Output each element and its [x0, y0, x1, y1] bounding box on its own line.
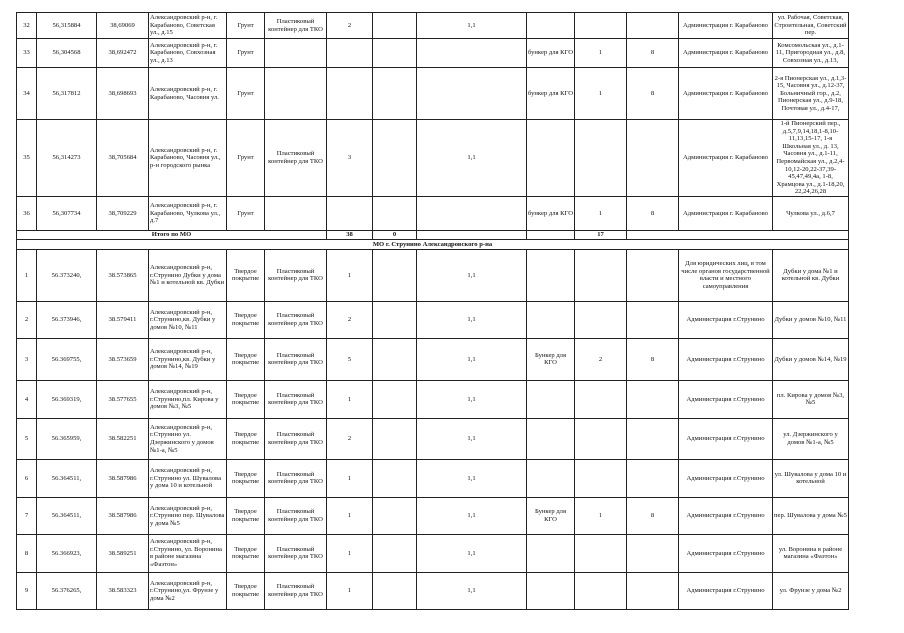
- bunker-volume-cell: [627, 418, 679, 459]
- bunker-count-cell: [575, 418, 627, 459]
- address-cell: Александровский р-н, г.Струнино,кв. Дубки у домов №14, №19: [149, 338, 227, 380]
- container-count-cell: [327, 196, 373, 230]
- surface-type-cell: Твердое покрытие: [227, 418, 265, 459]
- bunker-volume-cell: 8: [627, 497, 679, 534]
- row-number-cell: 3: [17, 338, 37, 380]
- bunker-volume-cell: [627, 249, 679, 301]
- container-volume-cell: 1,1: [417, 120, 527, 197]
- container-volume-cell: 1,1: [417, 249, 527, 301]
- container-type-cell: Пластиковый контейнер для ТКО: [265, 249, 327, 301]
- bunker-volume-cell: [627, 13, 679, 39]
- bunker-type-cell: Бункер для КГО: [527, 497, 575, 534]
- container-volume-cell: 1,1: [417, 13, 527, 39]
- container-count-cell: 1: [327, 572, 373, 609]
- served-objects-cell: ул. Рабочая, Советская, Строительная, Советский пер.: [773, 13, 849, 39]
- total-bunker-count: 17: [575, 230, 627, 239]
- total-empty-cell: [527, 230, 575, 239]
- total-label: Итого по МО: [17, 230, 327, 239]
- total-container-count: 38: [327, 230, 373, 239]
- container-sites-table: [16, 12, 849, 610]
- surface-type-cell: Грунт: [227, 68, 265, 120]
- extra-count-cell: [373, 497, 417, 534]
- address-cell: Александровский р-н, г.Струнино Дубки у дома №1 и котельной кв. Дубки: [149, 249, 227, 301]
- table-row: [17, 249, 849, 301]
- total-extra-count: 0: [373, 230, 417, 239]
- table-row: [17, 120, 849, 197]
- surface-type-cell: Грунт: [227, 39, 265, 68]
- extra-count-cell: [373, 196, 417, 230]
- container-count-cell: 3: [327, 120, 373, 197]
- longitude-cell: 38.583323: [97, 572, 149, 609]
- bunker-count-cell: [575, 534, 627, 572]
- container-volume-cell: [417, 39, 527, 68]
- surface-type-cell: Твердое покрытие: [227, 249, 265, 301]
- bunker-count-cell: 1: [575, 196, 627, 230]
- total-row: [17, 230, 849, 239]
- container-type-cell: Пластиковый контейнер для ТКО: [265, 120, 327, 197]
- bunker-type-cell: [527, 301, 575, 338]
- owner-cell: Администрация г.Струнино: [679, 497, 773, 534]
- container-type-cell: Пластиковый контейнер для ТКО: [265, 534, 327, 572]
- extra-count-cell: [373, 120, 417, 197]
- table-row: [17, 534, 849, 572]
- container-count-cell: 1: [327, 534, 373, 572]
- container-type-cell: Пластиковый контейнер для ТКО: [265, 380, 327, 418]
- served-objects-cell: 2-я Пионерская ул., д.1,3-15, Часовня ул., д.12-37, Больничный гор., д.2, Пионерская ул., д.9-18, Почтовая ул., д.4-17,: [773, 68, 849, 120]
- bunker-count-cell: [575, 249, 627, 301]
- surface-type-cell: Грунт: [227, 196, 265, 230]
- served-objects-cell: Чулкова ул., д.6,7: [773, 196, 849, 230]
- owner-cell: Администрация г.Струнино: [679, 338, 773, 380]
- table-body: [17, 13, 849, 610]
- owner-cell: Администрация г.Струнино: [679, 572, 773, 609]
- bunker-type-cell: [527, 380, 575, 418]
- extra-count-cell: [373, 13, 417, 39]
- address-cell: Александровский р-н, г.Струнино пер. Шувалова у дома №5: [149, 497, 227, 534]
- address-cell: Александровский р-н, г. Карабаново, Чулкова ул., д.7: [149, 196, 227, 230]
- address-cell: Александровский р-н, г.Струнино ул. Шувалова у дома 10 и котельной: [149, 459, 227, 497]
- served-objects-cell: пер. Шувалова у дома №5: [773, 497, 849, 534]
- registry-sheet: [16, 12, 848, 610]
- bunker-type-cell: [527, 418, 575, 459]
- bunker-volume-cell: [627, 459, 679, 497]
- total-empty-cell: [627, 230, 849, 239]
- container-volume-cell: 1,1: [417, 497, 527, 534]
- container-count-cell: 2: [327, 13, 373, 39]
- latitude-cell: 56.364511,: [37, 497, 97, 534]
- owner-cell: Администрация г. Карабаново: [679, 39, 773, 68]
- row-number-cell: 1: [17, 249, 37, 301]
- container-volume-cell: 1,1: [417, 338, 527, 380]
- bunker-count-cell: [575, 13, 627, 39]
- section-title: МО г. Струнино Александровского р-на: [17, 239, 849, 249]
- table-row: [17, 459, 849, 497]
- served-objects-cell: ул. Воронина в районе магазина «Фаэтон»: [773, 534, 849, 572]
- served-objects-cell: ул. Шувалова у дома 10 и котельной: [773, 459, 849, 497]
- longitude-cell: 38.589251: [97, 534, 149, 572]
- table-row: [17, 338, 849, 380]
- table-row: [17, 39, 849, 68]
- row-number-cell: 5: [17, 418, 37, 459]
- bunker-type-cell: бункер для КГО: [527, 196, 575, 230]
- longitude-cell: 38,69069: [97, 13, 149, 39]
- container-type-cell: Пластиковый контейнер для ТКО: [265, 497, 327, 534]
- bunker-volume-cell: [627, 534, 679, 572]
- container-type-cell: Пластиковый контейнер для ТКО: [265, 338, 327, 380]
- container-count-cell: [327, 68, 373, 120]
- owner-cell: Администрация г. Карабаново: [679, 120, 773, 197]
- longitude-cell: 38,698693: [97, 68, 149, 120]
- container-volume-cell: 1,1: [417, 418, 527, 459]
- table-row: [17, 497, 849, 534]
- row-number-cell: 8: [17, 534, 37, 572]
- longitude-cell: 38.582251: [97, 418, 149, 459]
- bunker-volume-cell: [627, 120, 679, 197]
- container-type-cell: [265, 196, 327, 230]
- extra-count-cell: [373, 338, 417, 380]
- container-type-cell: Пластиковый контейнер для ТКО: [265, 301, 327, 338]
- latitude-cell: 56,304568: [37, 39, 97, 68]
- longitude-cell: 38.573865: [97, 249, 149, 301]
- latitude-cell: 56.365959,: [37, 418, 97, 459]
- table-row: [17, 301, 849, 338]
- table-row: [17, 380, 849, 418]
- table-row: [17, 572, 849, 609]
- container-volume-cell: 1,1: [417, 301, 527, 338]
- container-count-cell: [327, 39, 373, 68]
- total-empty-cell: [417, 230, 527, 239]
- row-number-cell: 33: [17, 39, 37, 68]
- bunker-count-cell: [575, 380, 627, 418]
- row-number-cell: 34: [17, 68, 37, 120]
- bunker-type-cell: [527, 249, 575, 301]
- bunker-count-cell: [575, 459, 627, 497]
- served-objects-cell: Дубки у домов №10, №11: [773, 301, 849, 338]
- bunker-volume-cell: 8: [627, 39, 679, 68]
- row-number-cell: 35: [17, 120, 37, 197]
- bunker-type-cell: [527, 120, 575, 197]
- owner-cell: Администрация г.Струнино: [679, 380, 773, 418]
- latitude-cell: 56,315884: [37, 13, 97, 39]
- owner-cell: Администрация г.Струнино: [679, 301, 773, 338]
- owner-cell: Для юридических лиц, в том числе органов государственной власти и местного самоуправления: [679, 249, 773, 301]
- container-type-cell: Пластиковый контейнер для ТКО: [265, 459, 327, 497]
- extra-count-cell: [373, 68, 417, 120]
- bunker-volume-cell: 8: [627, 68, 679, 120]
- container-type-cell: Пластиковый контейнер для ТКО: [265, 572, 327, 609]
- container-type-cell: Пластиковый контейнер для ТКО: [265, 13, 327, 39]
- surface-type-cell: Твердое покрытие: [227, 301, 265, 338]
- bunker-type-cell: [527, 534, 575, 572]
- owner-cell: Администрация г. Карабаново: [679, 13, 773, 39]
- longitude-cell: 38,709229: [97, 196, 149, 230]
- extra-count-cell: [373, 249, 417, 301]
- container-count-cell: 1: [327, 497, 373, 534]
- latitude-cell: 56.366923,: [37, 534, 97, 572]
- container-type-cell: [265, 68, 327, 120]
- longitude-cell: 38.587986: [97, 497, 149, 534]
- latitude-cell: 56.373240,: [37, 249, 97, 301]
- served-objects-cell: Дубки у дома №1 и котельной кв. Дубки: [773, 249, 849, 301]
- extra-count-cell: [373, 380, 417, 418]
- latitude-cell: 56,314273: [37, 120, 97, 197]
- latitude-cell: 56,307734: [37, 196, 97, 230]
- address-cell: Александровский р-н, г. Карабаново, Советская ул., д.15: [149, 13, 227, 39]
- bunker-volume-cell: [627, 301, 679, 338]
- bunker-count-cell: 1: [575, 39, 627, 68]
- served-objects-cell: ул. Дзержинского у домов №1-а, №5: [773, 418, 849, 459]
- bunker-type-cell: [527, 572, 575, 609]
- container-volume-cell: 1,1: [417, 534, 527, 572]
- latitude-cell: 56.369319,: [37, 380, 97, 418]
- container-type-cell: Пластиковый контейнер для ТКО: [265, 418, 327, 459]
- bunker-volume-cell: 8: [627, 196, 679, 230]
- extra-count-cell: [373, 301, 417, 338]
- latitude-cell: 56.373946,: [37, 301, 97, 338]
- served-objects-cell: Дубки у домов №14, №19: [773, 338, 849, 380]
- bunker-count-cell: 1: [575, 68, 627, 120]
- served-objects-cell: ул. Фрунзе у дома №2: [773, 572, 849, 609]
- longitude-cell: 38.587986: [97, 459, 149, 497]
- bunker-count-cell: 1: [575, 497, 627, 534]
- surface-type-cell: Грунт: [227, 13, 265, 39]
- owner-cell: Администрация г.Струнино: [679, 418, 773, 459]
- served-objects-cell: пл. Кирова у домов №3, №5: [773, 380, 849, 418]
- latitude-cell: 56.369755,: [37, 338, 97, 380]
- bunker-type-cell: [527, 459, 575, 497]
- surface-type-cell: Твердое покрытие: [227, 534, 265, 572]
- latitude-cell: 56,317812: [37, 68, 97, 120]
- container-volume-cell: 1,1: [417, 572, 527, 609]
- extra-count-cell: [373, 39, 417, 68]
- surface-type-cell: Твердое покрытие: [227, 338, 265, 380]
- section-row: [17, 239, 849, 249]
- row-number-cell: 2: [17, 301, 37, 338]
- container-volume-cell: [417, 196, 527, 230]
- longitude-cell: 38,692472: [97, 39, 149, 68]
- latitude-cell: 56.376265,: [37, 572, 97, 609]
- container-volume-cell: 1,1: [417, 380, 527, 418]
- container-count-cell: 1: [327, 380, 373, 418]
- longitude-cell: 38.577655: [97, 380, 149, 418]
- address-cell: Александровский р-н, г. Карабаново, Часовня ул., р-н городского рынка: [149, 120, 227, 197]
- owner-cell: Администрация г.Струнино: [679, 459, 773, 497]
- extra-count-cell: [373, 572, 417, 609]
- owner-cell: Администрация г. Карабаново: [679, 196, 773, 230]
- container-volume-cell: 1,1: [417, 459, 527, 497]
- bunker-count-cell: [575, 301, 627, 338]
- container-volume-cell: [417, 68, 527, 120]
- container-count-cell: 1: [327, 249, 373, 301]
- address-cell: Александровский р-н, г.Струнино,ул. Фрунзе у дома №2: [149, 572, 227, 609]
- row-number-cell: 36: [17, 196, 37, 230]
- bunker-count-cell: [575, 572, 627, 609]
- bunker-volume-cell: [627, 572, 679, 609]
- surface-type-cell: Твердое покрытие: [227, 572, 265, 609]
- longitude-cell: 38.579411: [97, 301, 149, 338]
- latitude-cell: 56.364511,: [37, 459, 97, 497]
- longitude-cell: 38,705684: [97, 120, 149, 197]
- row-number-cell: 7: [17, 497, 37, 534]
- owner-cell: Администрация г.Струнино: [679, 534, 773, 572]
- extra-count-cell: [373, 418, 417, 459]
- address-cell: Александровский р-н, г.Струнино,кв. Дубки у домов №10, №11: [149, 301, 227, 338]
- served-objects-cell: Комсомольская ул., д.1-11, Пригородная ул., д.8, Совхозная ул., д.13,: [773, 39, 849, 68]
- owner-cell: Администрация г. Карабаново: [679, 68, 773, 120]
- longitude-cell: 38.573659: [97, 338, 149, 380]
- bunker-count-cell: 2: [575, 338, 627, 380]
- container-count-cell: 5: [327, 338, 373, 380]
- table-row: [17, 196, 849, 230]
- bunker-type-cell: бункер для КГО: [527, 68, 575, 120]
- table-row: [17, 418, 849, 459]
- address-cell: Александровский р-н, г.Струнино ул. Дзержинского у домов №1-а, №5: [149, 418, 227, 459]
- surface-type-cell: Твердое покрытие: [227, 459, 265, 497]
- container-type-cell: [265, 39, 327, 68]
- table-row: [17, 13, 849, 39]
- row-number-cell: 4: [17, 380, 37, 418]
- bunker-type-cell: Бункер для КГО: [527, 338, 575, 380]
- surface-type-cell: Твердое покрытие: [227, 380, 265, 418]
- bunker-volume-cell: 8: [627, 338, 679, 380]
- row-number-cell: 32: [17, 13, 37, 39]
- container-count-cell: 2: [327, 301, 373, 338]
- surface-type-cell: Твердое покрытие: [227, 497, 265, 534]
- bunker-type-cell: [527, 13, 575, 39]
- row-number-cell: 6: [17, 459, 37, 497]
- address-cell: Александровский р-н, г. Карабаново, Совхозная ул., д.13: [149, 39, 227, 68]
- row-number-cell: 9: [17, 572, 37, 609]
- table-row: [17, 68, 849, 120]
- container-count-cell: 1: [327, 459, 373, 497]
- bunker-count-cell: [575, 120, 627, 197]
- bunker-volume-cell: [627, 380, 679, 418]
- surface-type-cell: Грунт: [227, 120, 265, 197]
- address-cell: Александровский р-н, г.Струнино, ул. Воронина в районе магазина «Фаэтон»: [149, 534, 227, 572]
- address-cell: Александровский р-н, г.Струнино,пл. Кирова у домов №3, №5: [149, 380, 227, 418]
- address-cell: Александровский р-н, г. Карабаново, Часовня ул.: [149, 68, 227, 120]
- served-objects-cell: 1-й Пионерский пер., д.5,7,9,14,18,1-8,10-11,13,15-17, 1-я Школьная ул., д. 13, Часовня ул., д.1-11, Первомайская ул., д.2,4-10,12-20,22-37,39-45,47,49,4а, 1-8, Храмцова ул., д.1-18,20, 22,24,26,28: [773, 120, 849, 197]
- extra-count-cell: [373, 459, 417, 497]
- container-count-cell: 2: [327, 418, 373, 459]
- bunker-type-cell: бункер для КГО: [527, 39, 575, 68]
- extra-count-cell: [373, 534, 417, 572]
